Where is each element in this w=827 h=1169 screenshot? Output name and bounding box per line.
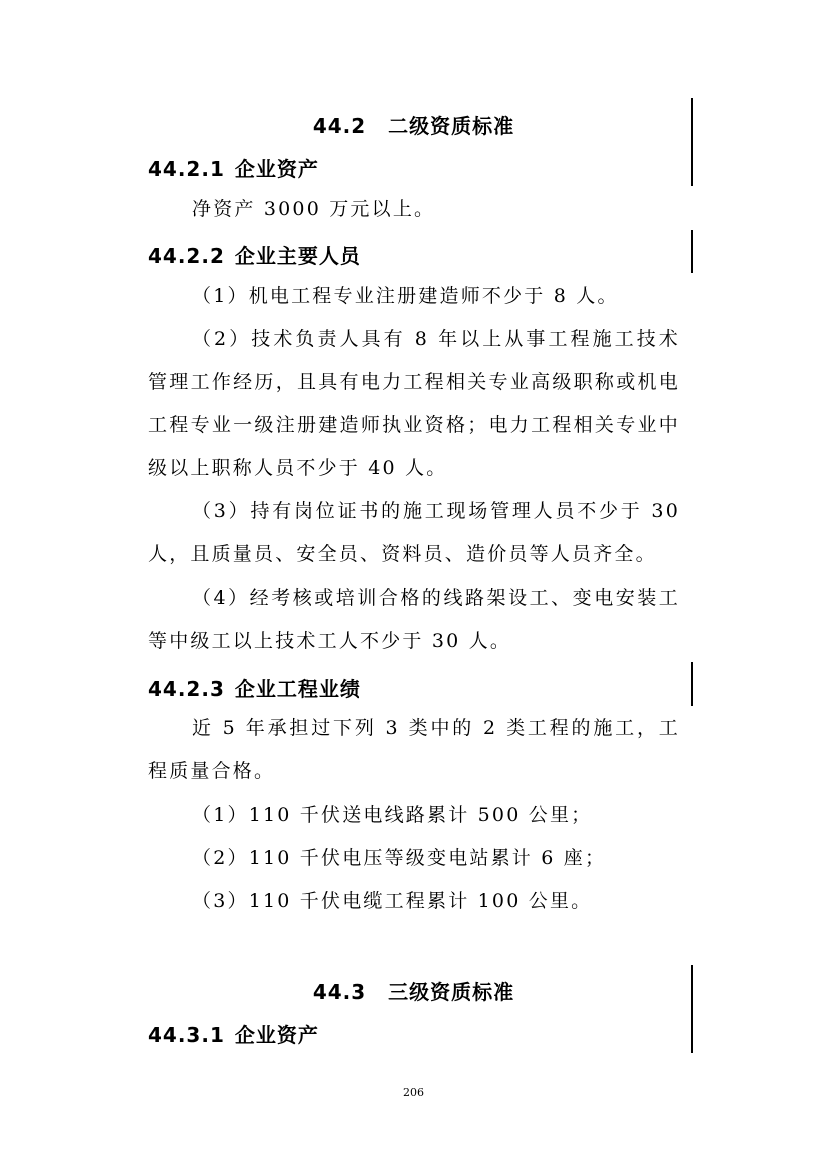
section-heading-44-2 bbox=[0, 110, 827, 139]
subsection-number: 44.3.1 bbox=[148, 1023, 225, 1047]
performance-item-1: （1）110 千伏送电线路累计 500 公里； bbox=[192, 804, 593, 826]
personnel-item-1: （1）机电工程专业注册建造师不少于 8 人。 bbox=[192, 285, 619, 307]
personnel-item-4: （4）经考核或培训合格的线路架设工、变电安装工等中级工以上技术工人不少于 30 人。 bbox=[148, 587, 680, 652]
margin-line-3 bbox=[691, 662, 693, 706]
subsection-title: 企业资产 bbox=[234, 1023, 319, 1047]
performance-item-3: （3）110 千伏电缆工程累计 100 公里。 bbox=[192, 890, 593, 912]
subsection-heading-44-2-1 bbox=[148, 153, 319, 182]
personnel-item-2: （2）技术负责人具有 8 年以上从事工程施工技术管理工作经历，且具有电力工程相关专业高级职称或机电工程专业一级注册建造师执业资格；电力工程相关专业中级以上职称人员不少于 40 人。 bbox=[148, 328, 680, 479]
margin-line-2 bbox=[691, 230, 693, 273]
subsection-heading-44-3-1 bbox=[148, 1019, 319, 1048]
subsection-heading-44-2-2 bbox=[148, 240, 361, 269]
performance-item-2: （2）110 千伏电压等级变电站累计 6 座； bbox=[192, 847, 607, 869]
performance-intro: 近 5 年承担过下列 3 类中的 2 类工程的施工，工程质量合格。 bbox=[148, 717, 680, 782]
subsection-title: 企业主要人员 bbox=[234, 244, 361, 268]
subsection-title: 企业资产 bbox=[234, 157, 319, 181]
subsection-number: 44.2.2 bbox=[148, 244, 225, 268]
subsection-heading-44-2-3 bbox=[148, 673, 361, 702]
paragraph-net-assets: 净资产 3000 万元以上。 bbox=[192, 198, 436, 220]
section-title: 三级资质标准 bbox=[388, 980, 515, 1004]
subsection-title: 企业工程业绩 bbox=[234, 677, 361, 701]
subsection-number: 44.2.1 bbox=[148, 157, 225, 181]
section-heading-44-3 bbox=[0, 976, 827, 1005]
page-number: 206 bbox=[403, 1086, 424, 1099]
section-number: 44.3 bbox=[312, 980, 367, 1004]
section-number: 44.2 bbox=[312, 114, 367, 138]
section-title: 二级资质标准 bbox=[388, 114, 515, 138]
personnel-item-3: （3）持有岗位证书的施工现场管理人员不少于 30 人，且质量员、安全员、资料员、造价员等人员齐全。 bbox=[148, 500, 680, 565]
subsection-number: 44.2.3 bbox=[148, 677, 225, 701]
